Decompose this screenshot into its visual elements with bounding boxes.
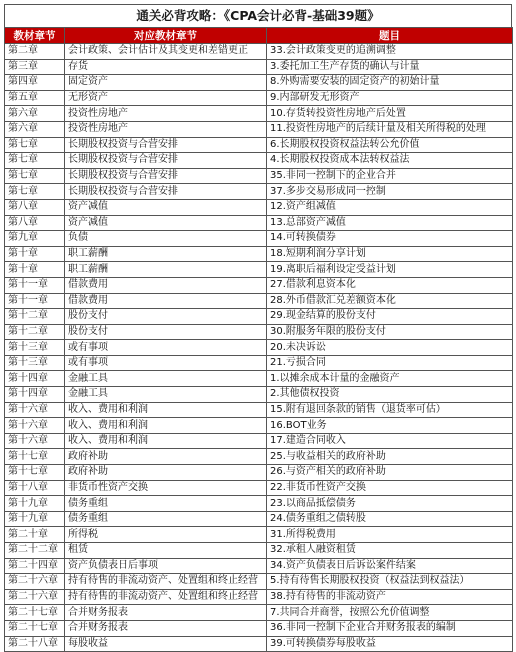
summary-table — [4, 27, 513, 652]
question-cell: 28.外币借款汇兑差额资本化 — [267, 293, 513, 309]
table-row — [5, 527, 513, 543]
topic-cell: 或有事项 — [65, 340, 267, 356]
chapter-cell: 第十七章 — [5, 449, 65, 465]
table-row — [5, 465, 513, 481]
table-row — [5, 449, 513, 465]
question-cell: 9.内部研发无形资产 — [267, 90, 513, 106]
chapter-cell: 第二十二章 — [5, 543, 65, 559]
table-row — [5, 636, 513, 652]
table-row — [5, 90, 513, 106]
table-row — [5, 589, 513, 605]
table-row — [5, 137, 513, 153]
table-row — [5, 418, 513, 434]
question-cell: 39.可转换债券每股收益 — [267, 636, 513, 652]
chapter-cell: 第二十六章 — [5, 574, 65, 590]
table-row — [5, 199, 513, 215]
chapter-cell: 第十九章 — [5, 511, 65, 527]
table-row — [5, 620, 513, 636]
chapter-cell: 第十三章 — [5, 355, 65, 371]
topic-cell: 合并财务报表 — [65, 620, 267, 636]
topic-cell: 固定资产 — [65, 75, 267, 91]
chapter-cell: 第十章 — [5, 246, 65, 262]
question-cell: 23.以商品抵偿债务 — [267, 496, 513, 512]
table-row — [5, 293, 513, 309]
question-cell: 1.以摊余成本计量的金融资产 — [267, 371, 513, 387]
table-row — [5, 168, 513, 184]
question-cell: 29.现金结算的股份支付 — [267, 309, 513, 325]
question-cell: 8.外购需要安装的固定资产的初始计量 — [267, 75, 513, 91]
topic-cell: 借款费用 — [65, 293, 267, 309]
chapter-cell: 第十七章 — [5, 465, 65, 481]
table-row — [5, 121, 513, 137]
topic-cell: 负债 — [65, 231, 267, 247]
question-cell: 22.非货币性资产交换 — [267, 480, 513, 496]
header-question: 题目 — [267, 28, 513, 44]
topic-cell: 租赁 — [65, 543, 267, 559]
chapter-cell: 第十三章 — [5, 340, 65, 356]
question-cell: 24.债务重组之债转股 — [267, 511, 513, 527]
question-cell: 2.其他债权投资 — [267, 387, 513, 403]
topic-cell: 股份支付 — [65, 309, 267, 325]
table-row — [5, 262, 513, 278]
table-row — [5, 433, 513, 449]
question-cell: 32.承租人融资租赁 — [267, 543, 513, 559]
topic-cell: 资产减值 — [65, 199, 267, 215]
topic-cell: 存货 — [65, 59, 267, 75]
table-row — [5, 309, 513, 325]
topic-cell: 长期股权投资与合营安排 — [65, 137, 267, 153]
chapter-cell: 第三章 — [5, 59, 65, 75]
table-row — [5, 558, 513, 574]
question-cell: 16.BOT业务 — [267, 418, 513, 434]
table-row — [5, 277, 513, 293]
table-row — [5, 75, 513, 91]
question-cell: 20.未决诉讼 — [267, 340, 513, 356]
chapter-cell: 第二十六章 — [5, 589, 65, 605]
question-cell: 12.资产组减值 — [267, 199, 513, 215]
question-cell: 10.存货转投资性房地产后处置 — [267, 106, 513, 122]
table-row — [5, 44, 513, 60]
header-topic: 对应教材章节 — [65, 28, 267, 44]
topic-cell: 投资性房地产 — [65, 106, 267, 122]
table-row — [5, 387, 513, 403]
topic-cell: 非货币性资产交换 — [65, 480, 267, 496]
chapter-cell: 第十章 — [5, 262, 65, 278]
question-cell: 35.非同一控制下的企业合并 — [267, 168, 513, 184]
topic-cell: 收入、费用和利润 — [65, 402, 267, 418]
question-cell: 3.委托加工生产存货的确认与计量 — [267, 59, 513, 75]
table-row — [5, 574, 513, 590]
table-row — [5, 511, 513, 527]
question-cell: 6.长期股权投资权益法转公允价值 — [267, 137, 513, 153]
topic-cell: 金融工具 — [65, 371, 267, 387]
table-row — [5, 184, 513, 200]
chapter-cell: 第十四章 — [5, 371, 65, 387]
topic-cell: 金融工具 — [65, 387, 267, 403]
table-body — [5, 44, 513, 652]
question-cell: 13.总部资产减值 — [267, 215, 513, 231]
table-row — [5, 543, 513, 559]
topic-cell: 无形资产 — [65, 90, 267, 106]
header-row — [5, 28, 513, 44]
chapter-cell: 第七章 — [5, 168, 65, 184]
topic-cell: 或有事项 — [65, 355, 267, 371]
chapter-cell: 第十六章 — [5, 418, 65, 434]
chapter-cell: 第四章 — [5, 75, 65, 91]
topic-cell: 资产负债表日后事项 — [65, 558, 267, 574]
chapter-cell: 第十四章 — [5, 387, 65, 403]
chapter-cell: 第二十章 — [5, 527, 65, 543]
chapter-cell: 第十一章 — [5, 277, 65, 293]
table-row — [5, 153, 513, 169]
topic-cell: 股份支付 — [65, 324, 267, 340]
topic-cell: 投资性房地产 — [65, 121, 267, 137]
topic-cell: 债务重组 — [65, 511, 267, 527]
chapter-cell: 第六章 — [5, 106, 65, 122]
chapter-cell: 第九章 — [5, 231, 65, 247]
question-cell: 31.所得税费用 — [267, 527, 513, 543]
table-row — [5, 355, 513, 371]
chapter-cell: 第七章 — [5, 153, 65, 169]
topic-cell: 收入、费用和利润 — [65, 433, 267, 449]
topic-cell: 收入、费用和利润 — [65, 418, 267, 434]
topic-cell: 持有待售的非流动资产、处置组和终止经营 — [65, 574, 267, 590]
table-row — [5, 324, 513, 340]
table-row — [5, 371, 513, 387]
chapter-cell: 第二十七章 — [5, 620, 65, 636]
question-cell: 34.资产负债表日后诉讼案件结案 — [267, 558, 513, 574]
chapter-cell: 第二十八章 — [5, 636, 65, 652]
topic-cell: 政府补助 — [65, 465, 267, 481]
table-row — [5, 106, 513, 122]
question-cell: 18.短期利润分享计划 — [267, 246, 513, 262]
question-cell: 33.会计政策变更的追溯调整 — [267, 44, 513, 60]
question-cell: 26.与资产相关的政府补助 — [267, 465, 513, 481]
table-row — [5, 231, 513, 247]
table-row — [5, 246, 513, 262]
chapter-cell: 第八章 — [5, 215, 65, 231]
chapter-cell: 第七章 — [5, 184, 65, 200]
chapter-cell: 第二十四章 — [5, 558, 65, 574]
topic-cell: 职工薪酬 — [65, 262, 267, 278]
question-cell: 27.借款利息资本化 — [267, 277, 513, 293]
question-cell: 17.建造合同收入 — [267, 433, 513, 449]
header-chapter: 教材章节 — [5, 28, 65, 44]
topic-cell: 借款费用 — [65, 277, 267, 293]
topic-cell: 长期股权投资与合营安排 — [65, 184, 267, 200]
table-row — [5, 340, 513, 356]
table-row — [5, 480, 513, 496]
question-cell: 37.多步交易形成同一控制 — [267, 184, 513, 200]
table-row — [5, 605, 513, 621]
chapter-cell: 第二十七章 — [5, 605, 65, 621]
table-row — [5, 215, 513, 231]
chapter-cell: 第二章 — [5, 44, 65, 60]
question-cell: 19.离职后福利设定受益计划 — [267, 262, 513, 278]
topic-cell: 合并财务报表 — [65, 605, 267, 621]
topic-cell: 债务重组 — [65, 496, 267, 512]
chapter-cell: 第七章 — [5, 137, 65, 153]
question-cell: 11.投资性房地产的后续计量及相关所得税的处理 — [267, 121, 513, 137]
question-cell: 7.共同合并商誉，按照公允价值调整 — [267, 605, 513, 621]
question-cell: 5.持有待售长期股权投资（权益法到权益法） — [267, 574, 513, 590]
table-row — [5, 59, 513, 75]
chapter-cell: 第十一章 — [5, 293, 65, 309]
topic-cell: 政府补助 — [65, 449, 267, 465]
chapter-cell: 第八章 — [5, 199, 65, 215]
document-page — [4, 4, 512, 652]
chapter-cell: 第十八章 — [5, 480, 65, 496]
chapter-cell: 第十六章 — [5, 402, 65, 418]
question-cell: 21.亏损合同 — [267, 355, 513, 371]
table-title: 通关必背攻略：《CPA会计必背-基础39题》 — [4, 4, 512, 27]
question-cell: 25.与收益相关的政府补助 — [267, 449, 513, 465]
table-row — [5, 496, 513, 512]
chapter-cell: 第十二章 — [5, 324, 65, 340]
question-cell: 30.附服务年限的股份支付 — [267, 324, 513, 340]
topic-cell: 所得税 — [65, 527, 267, 543]
chapter-cell: 第六章 — [5, 121, 65, 137]
chapter-cell: 第五章 — [5, 90, 65, 106]
question-cell: 38.持有待售的非流动资产 — [267, 589, 513, 605]
topic-cell: 持有待售的非流动资产、处置组和终止经营 — [65, 589, 267, 605]
chapter-cell: 第十六章 — [5, 433, 65, 449]
chapter-cell: 第十九章 — [5, 496, 65, 512]
chapter-cell: 第十二章 — [5, 309, 65, 325]
topic-cell: 资产减值 — [65, 215, 267, 231]
topic-cell: 长期股权投资与合营安排 — [65, 153, 267, 169]
table-row — [5, 402, 513, 418]
topic-cell: 会计政策、会计估计及其变更和差错更正 — [65, 44, 267, 60]
question-cell: 15.附有退回条款的销售（退货率可估） — [267, 402, 513, 418]
topic-cell: 长期股权投资与合营安排 — [65, 168, 267, 184]
question-cell: 36.非同一控制下企业合并财务报表的编制 — [267, 620, 513, 636]
topic-cell: 每股收益 — [65, 636, 267, 652]
topic-cell: 职工薪酬 — [65, 246, 267, 262]
question-cell: 14.可转换债券 — [267, 231, 513, 247]
question-cell: 4.长期股权投资成本法转权益法 — [267, 153, 513, 169]
